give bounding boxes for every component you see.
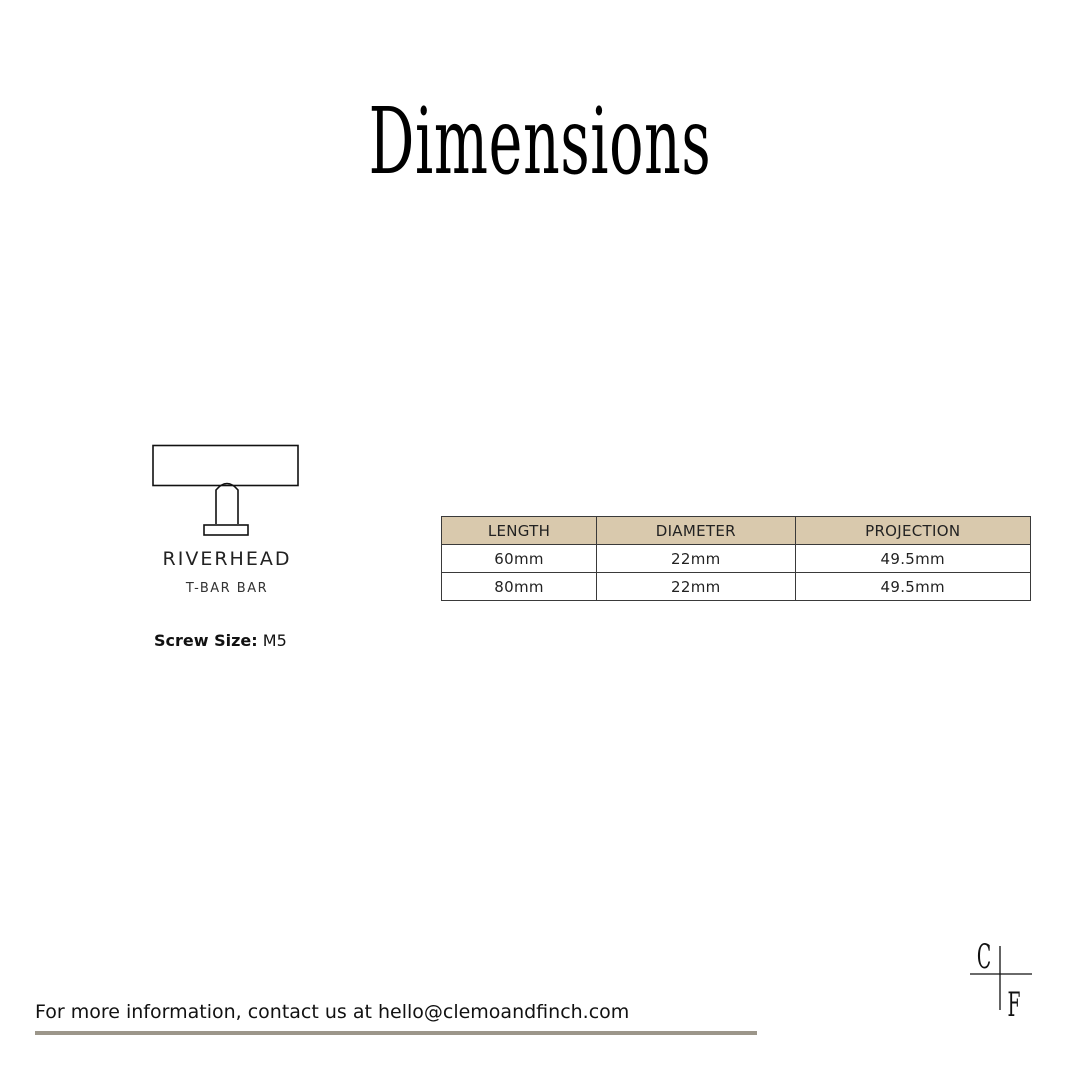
screw-size-value: M5	[262, 631, 287, 650]
table-cell-length: 60mm	[442, 545, 597, 573]
screw-size-label: Screw Size:	[154, 631, 258, 650]
table-cell-length: 80mm	[442, 573, 597, 601]
screw-size	[154, 631, 287, 650]
table-row	[442, 545, 1031, 573]
dimensions-table	[441, 516, 1031, 601]
contact-footer-text: For more information, contact us at hello@clemoandfinch.com	[35, 1001, 630, 1023]
product-type: T-BAR BAR	[185, 581, 269, 596]
table-cell-diameter: 22mm	[597, 545, 795, 573]
logo-letter-f: F	[1007, 986, 1021, 1020]
table-cell-projection: 49.5mm	[795, 545, 1031, 573]
table-cell-projection: 49.5mm	[795, 573, 1031, 601]
footer-divider	[35, 1031, 757, 1035]
table-cell-diameter: 22mm	[597, 573, 795, 601]
column-header-length: LENGTH	[442, 517, 597, 545]
product-name: RIVERHEAD	[162, 548, 292, 570]
logo-letter-c: C	[976, 938, 992, 977]
t-bar-handle-icon	[152, 444, 302, 540]
table-row	[442, 573, 1031, 601]
page-title: Dimensions	[368, 88, 712, 195]
column-header-diameter: DIAMETER	[597, 517, 795, 545]
column-header-projection: PROJECTION	[795, 517, 1031, 545]
clemo-finch-logo	[966, 936, 1036, 1020]
table-header-row	[442, 517, 1031, 545]
